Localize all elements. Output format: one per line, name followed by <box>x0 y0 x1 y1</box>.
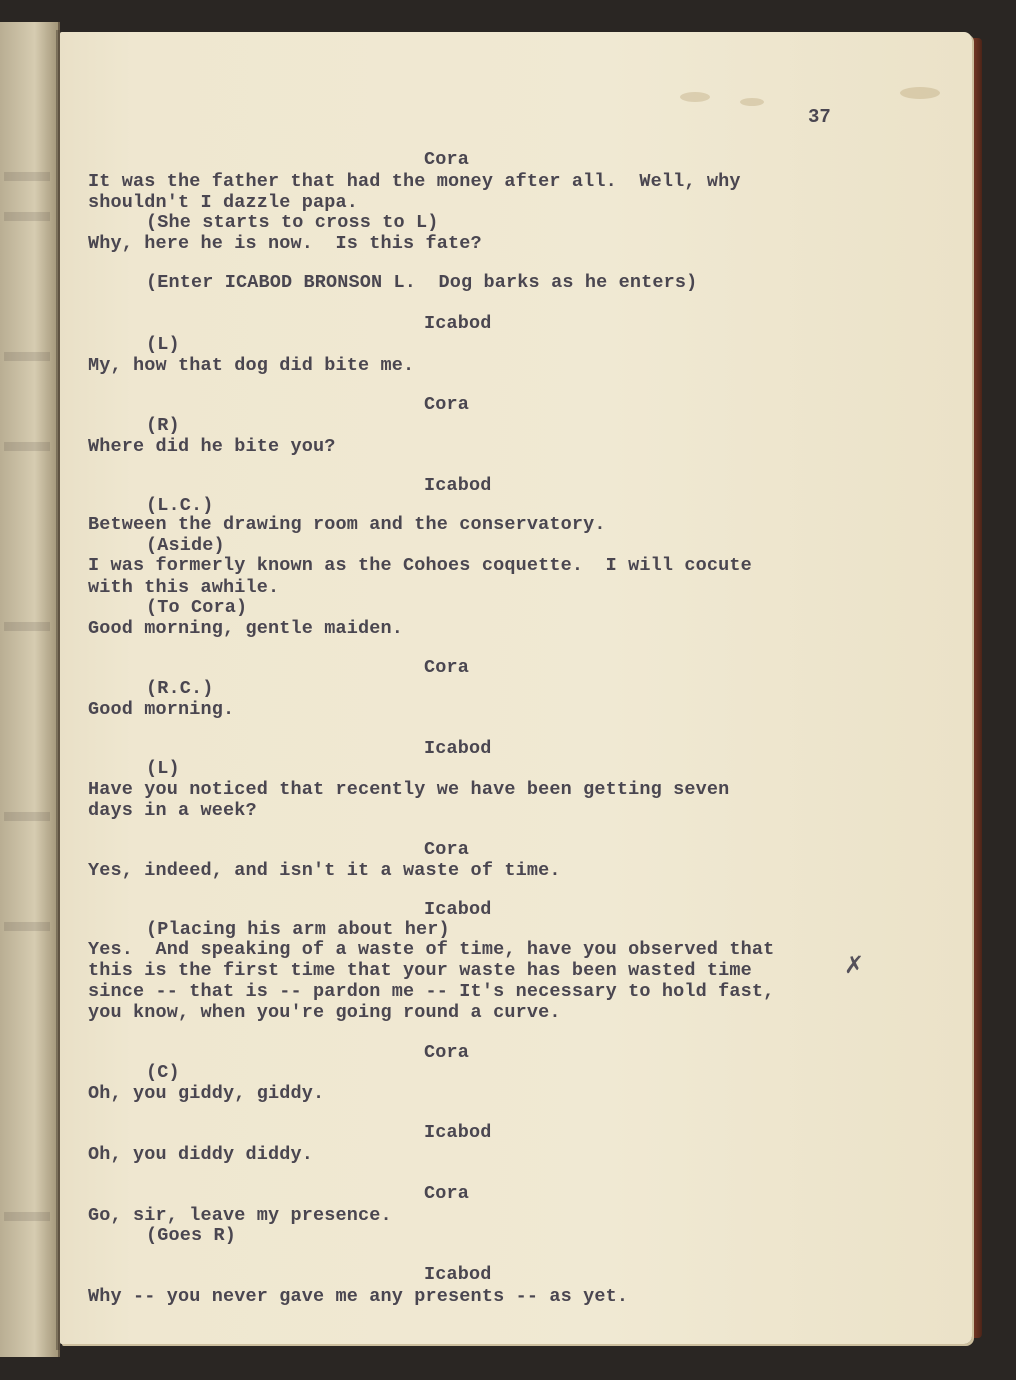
stage-direction: (Enter ICABOD BRONSON L. Dog barks as he enters) <box>146 272 698 293</box>
dialogue-line: Yes. And speaking of a waste of time, have you observed that <box>88 939 775 960</box>
dialogue-line: Go, sir, leave my presence. <box>88 1205 392 1226</box>
dialogue-line: I was formerly known as the Cohoes coquette. I will cocute <box>88 555 752 576</box>
dialogue-line: Why -- you never gave me any presents -- as yet. <box>88 1286 629 1307</box>
speaker-name: Cora <box>424 839 470 860</box>
dialogue-line: shouldn't I dazzle papa. <box>88 192 359 213</box>
stage-direction: (To Cora) <box>146 597 248 618</box>
stage-direction: (Goes R) <box>146 1225 237 1246</box>
dialogue-line: Good morning, gentle maiden. <box>88 618 404 639</box>
facing-page-edge <box>0 22 60 1357</box>
stage-direction: (Aside) <box>146 535 225 556</box>
speaker-name: Cora <box>424 149 470 170</box>
dialogue-line: Between the drawing room and the conservatory. <box>88 514 606 535</box>
speaker-name: Icabod <box>424 475 492 496</box>
speaker-name: Icabod <box>424 313 492 334</box>
stage-direction: (R.C.) <box>146 678 214 699</box>
dialogue-line: Good morning. <box>88 699 235 720</box>
speaker-name: Cora <box>424 1183 470 1204</box>
page-number: 37 <box>808 106 831 128</box>
speaker-name: Icabod <box>424 738 492 759</box>
stage-direction: (R) <box>146 415 180 436</box>
stage-direction: (L.C.) <box>146 495 214 516</box>
dialogue-line: this is the first time that your waste has been wasted time <box>88 960 752 981</box>
margin-check-mark: ✗ <box>844 951 865 979</box>
dialogue-line: Where did he bite you? <box>88 436 336 457</box>
speaker-name: Cora <box>424 657 470 678</box>
dialogue-line: Oh, you diddy diddy. <box>88 1144 314 1165</box>
speaker-name: Icabod <box>424 899 492 920</box>
dialogue-line: Have you noticed that recently we have been getting seven <box>88 779 730 800</box>
book-cover-edge <box>972 38 982 1338</box>
dialogue-line: days in a week? <box>88 800 257 821</box>
dialogue-line: My, how that dog did bite me. <box>88 355 415 376</box>
stage-direction: (She starts to cross to L) <box>146 212 439 233</box>
dialogue-line: Oh, you giddy, giddy. <box>88 1083 325 1104</box>
stage-direction: (C) <box>146 1062 180 1083</box>
dialogue-line: Why, here he is now. Is this fate? <box>88 233 482 254</box>
stage-direction: (L) <box>146 758 180 779</box>
dialogue-line: It was the father that had the money after all. Well, why <box>88 171 741 192</box>
dialogue-line: you know, when you're going round a curve. <box>88 1002 561 1023</box>
dialogue-line: with this awhile. <box>88 577 280 598</box>
speaker-name: Cora <box>424 394 470 415</box>
dialogue-line: since -- that is -- pardon me -- It's necessary to hold fast, <box>88 981 775 1002</box>
stage-direction: (L) <box>146 334 180 355</box>
stage-direction: (Placing his arm about her) <box>146 919 450 940</box>
speaker-name: Cora <box>424 1042 470 1063</box>
dialogue-line: Yes, indeed, and isn't it a waste of time. <box>88 860 561 881</box>
speaker-name: Icabod <box>424 1122 492 1143</box>
speaker-name: Icabod <box>424 1264 492 1285</box>
